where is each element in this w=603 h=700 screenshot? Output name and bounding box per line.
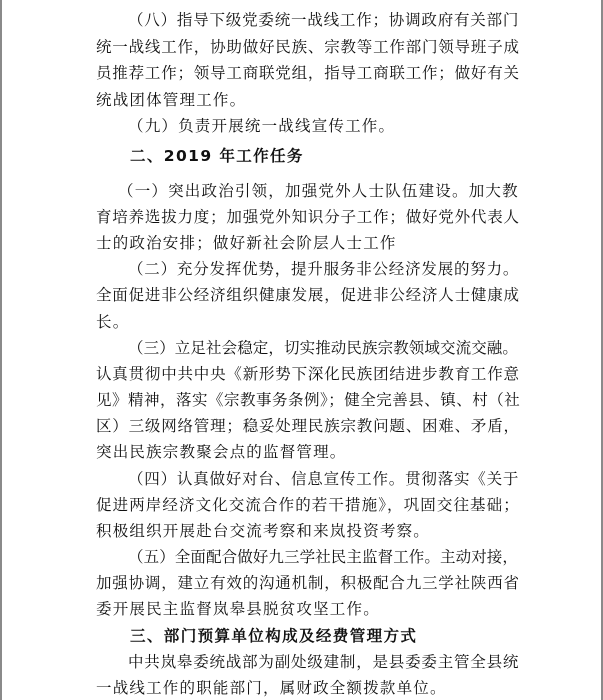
section-8-line: （八）指导下级党委统一战线工作；协调政府有关部门 [128,11,520,29]
task-4-line: 积极组织开展赴台交流考察和来岚投资考察。 [96,521,431,540]
task-5-line: （五）全面配合做好九三学社民主监督工作。主动对接， [128,548,519,567]
task-4-line: 促进两岸经济文化交流合作的若干措施》，巩固交往基础； [96,495,520,514]
task-5-line: 加强协调，建立有效的沟通机制，积极配合九三学社陕西省 [96,574,520,593]
page-border-left [0,0,2,700]
task-2-line: 长。 [96,312,130,331]
section-8-line: 统一战线工作，协助做好民族、宗教等工作部门领导班子成 [96,38,520,57]
section-3-line: 中共岚皋委统战部为副处级建制，是县委委主管全县统 [128,652,520,671]
task-4-line: （四）认真做好对台、信息宣传工作。贯彻落实《关于 [128,469,520,488]
task-1-line: （一）突出政治引领，加强党外人士队伍建设。加大教 [118,181,519,200]
task-2-line: 全面促进非公经济组织健康发展，促进非公经济人士健康成 [96,286,520,305]
section-3-line: 一战线工作的职能部门，属财政全额拨款单位。 [96,679,447,697]
task-3-line: 见》精神，落实《宗教事务条例》；健全完善县、镇、村（社 [96,391,521,410]
task-1-line: 育培养选拔力度；加强党外知识分子工作；做好党外代表人 [96,207,520,226]
section-heading: 二、2019 年工作任务 [130,146,304,165]
task-5-line: 委开展民主监督岚皋县脱贫攻坚工作。 [96,600,380,619]
task-2-line: （二）充分发挥优势，提升服务非公经济发展的努力。 [128,260,520,279]
section-8-line: 员推荐工作；领导工商联党组，指导工商联工作；做好有关 [96,64,520,83]
section-8-line: 统战团体管理工作。 [96,90,247,109]
section-9-line: （九）负责开展统一战线宣传工作。 [128,116,396,135]
task-1-line: 士的政治安排；做好新社会阶层人士工作 [96,233,397,252]
task-3-line: 突出民族宗教聚会点的监督管理。 [96,443,347,462]
section-heading: 三、部门预算单位构成及经费管理方式 [130,626,418,645]
task-3-line: 认真贯彻中共中央《新形势下深化民族团结进步教育工作意 [96,364,520,383]
task-3-line: （三）立足社会稳定，切实推动民族宗教领域交流交融。 [128,338,519,357]
task-3-line: 区）三级网络管理；稳妥处理民族宗教问题、困难、矛盾， [96,417,520,436]
